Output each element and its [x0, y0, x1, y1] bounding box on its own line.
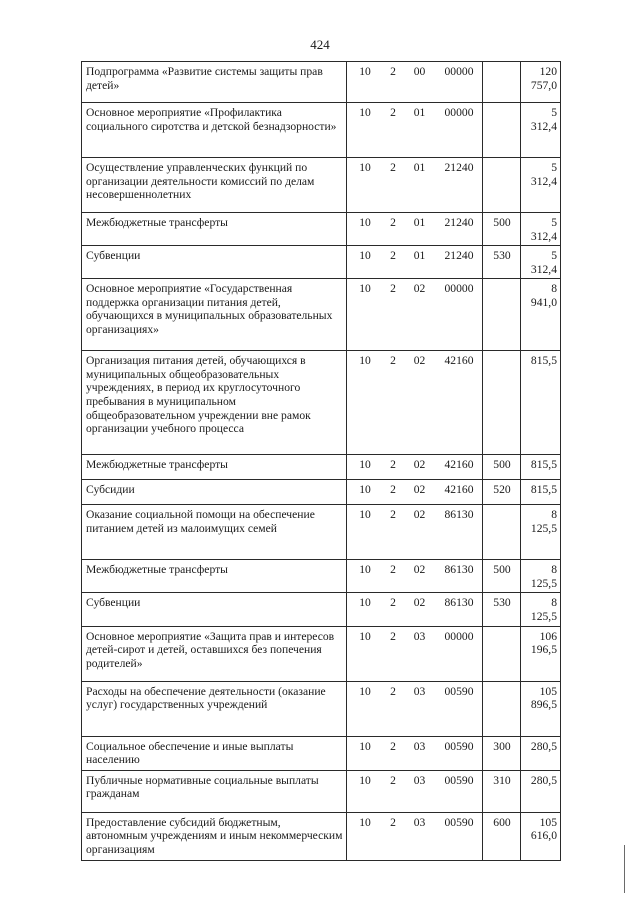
code-group-cell: 02 — [403, 279, 435, 351]
code-group-cell: 02 — [403, 455, 435, 480]
code-section-cell: 10 — [347, 560, 383, 593]
code-subsection-cell: 2 — [382, 279, 403, 351]
table-row — [82, 213, 561, 246]
amount-cell: 5 312,4 — [521, 246, 561, 279]
table-row — [82, 593, 561, 626]
code-group-cell: 00 — [403, 62, 435, 103]
code-item-cell: 21240 — [435, 246, 483, 279]
expense-type-cell: 500 — [483, 560, 521, 593]
code-group-cell: 03 — [403, 736, 435, 770]
code-section-cell: 10 — [347, 505, 383, 560]
code-item-cell: 00000 — [435, 279, 483, 351]
code-item-cell: 21240 — [435, 213, 483, 246]
code-section-cell: 10 — [347, 812, 383, 860]
row-name-cell: Субвенции — [82, 246, 347, 279]
amount-cell: 5 312,4 — [521, 213, 561, 246]
code-section-cell: 10 — [347, 213, 383, 246]
code-item-cell: 00000 — [435, 62, 483, 103]
code-item-cell: 00590 — [435, 736, 483, 770]
expense-type-cell: 310 — [483, 770, 521, 812]
amount-cell: 8 125,5 — [521, 505, 561, 560]
code-subsection-cell: 2 — [382, 158, 403, 213]
code-subsection-cell: 2 — [382, 560, 403, 593]
code-subsection-cell: 2 — [382, 455, 403, 480]
code-section-cell: 10 — [347, 62, 383, 103]
table-row — [82, 455, 561, 480]
code-item-cell: 00000 — [435, 626, 483, 681]
expense-type-cell — [483, 505, 521, 560]
code-section-cell: 10 — [347, 103, 383, 158]
row-name-cell: Подпрограмма «Развитие системы защиты прав детей» — [82, 62, 347, 103]
row-name-cell: Субвенции — [82, 593, 347, 626]
code-group-cell: 01 — [403, 103, 435, 158]
expense-type-cell — [483, 351, 521, 455]
amount-cell: 280,5 — [521, 770, 561, 812]
code-group-cell: 03 — [403, 770, 435, 812]
code-subsection-cell: 2 — [382, 505, 403, 560]
code-section-cell: 10 — [347, 279, 383, 351]
row-name-cell: Основное мероприятие «Защита прав и интересов детей-сирот и детей, оставшихся без попечения родителей» — [82, 626, 347, 681]
amount-cell: 815,5 — [521, 480, 561, 505]
amount-cell: 8 941,0 — [521, 279, 561, 351]
row-name-cell: Основное мероприятие «Государственная поддержка организации питания детей, обучающихся в муниципальных образовательных организациях» — [82, 279, 347, 351]
code-group-cell: 03 — [403, 626, 435, 681]
code-subsection-cell: 2 — [382, 62, 403, 103]
row-name-cell: Субсидии — [82, 480, 347, 505]
code-group-cell: 02 — [403, 505, 435, 560]
code-section-cell: 10 — [347, 246, 383, 279]
table-row — [82, 681, 561, 736]
code-section-cell: 10 — [347, 681, 383, 736]
code-subsection-cell: 2 — [382, 736, 403, 770]
table-row — [82, 158, 561, 213]
code-subsection-cell: 2 — [382, 812, 403, 860]
amount-cell: 8 125,5 — [521, 593, 561, 626]
table-row — [82, 62, 561, 103]
amount-cell: 5 312,4 — [521, 158, 561, 213]
row-name-cell: Расходы на обеспечение деятельности (оказание услуг) государственных учреждений — [82, 681, 347, 736]
expense-type-cell — [483, 62, 521, 103]
amount-cell: 815,5 — [521, 351, 561, 455]
code-subsection-cell: 2 — [382, 626, 403, 681]
expense-type-cell: 500 — [483, 455, 521, 480]
code-item-cell: 86130 — [435, 505, 483, 560]
row-name-cell: Оказание социальной помощи на обеспечение питанием детей из малоимущих семей — [82, 505, 347, 560]
expense-type-cell — [483, 681, 521, 736]
code-subsection-cell: 2 — [382, 770, 403, 812]
expense-type-cell: 520 — [483, 480, 521, 505]
table-row — [82, 351, 561, 455]
code-group-cell: 03 — [403, 812, 435, 860]
amount-cell: 106 196,5 — [521, 626, 561, 681]
table-row — [82, 560, 561, 593]
code-subsection-cell: 2 — [382, 681, 403, 736]
code-item-cell: 00000 — [435, 103, 483, 158]
table-row — [82, 103, 561, 158]
code-group-cell: 02 — [403, 593, 435, 626]
amount-cell: 280,5 — [521, 736, 561, 770]
row-name-cell: Межбюджетные трансферты — [82, 213, 347, 246]
code-group-cell: 03 — [403, 681, 435, 736]
code-section-cell: 10 — [347, 480, 383, 505]
table-row — [82, 736, 561, 770]
amount-cell: 5 312,4 — [521, 103, 561, 158]
expense-type-cell — [483, 158, 521, 213]
expense-type-cell: 300 — [483, 736, 521, 770]
code-item-cell: 00590 — [435, 812, 483, 860]
code-item-cell: 42160 — [435, 480, 483, 505]
amount-cell: 8 125,5 — [521, 560, 561, 593]
code-subsection-cell: 2 — [382, 593, 403, 626]
row-name-cell: Социальное обеспечение и иные выплаты населению — [82, 736, 347, 770]
row-name-cell: Организация питания детей, обучающихся в муниципальных общеобразовательных учреждениях, в период их круглосуточного пребывания в муниципальном общеобразовательном учреждении вне рамок организации учебного процесса — [82, 351, 347, 455]
page-number: 424 — [310, 37, 330, 52]
code-group-cell: 02 — [403, 560, 435, 593]
code-subsection-cell: 2 — [382, 103, 403, 158]
table-row — [82, 480, 561, 505]
code-item-cell: 00590 — [435, 770, 483, 812]
budget-table — [81, 61, 561, 861]
expense-type-cell — [483, 103, 521, 158]
expense-type-cell: 500 — [483, 213, 521, 246]
row-name-cell: Основное мероприятие «Профилактика социального сиротства и детской безнадзорности» — [82, 103, 347, 158]
row-name-cell: Межбюджетные трансферты — [82, 455, 347, 480]
row-name-cell: Публичные нормативные социальные выплаты гражданам — [82, 770, 347, 812]
code-section-cell: 10 — [347, 455, 383, 480]
table-row — [82, 279, 561, 351]
code-section-cell: 10 — [347, 736, 383, 770]
amount-cell: 105 896,5 — [521, 681, 561, 736]
code-group-cell: 02 — [403, 351, 435, 455]
code-subsection-cell: 2 — [382, 246, 403, 279]
expense-type-cell: 600 — [483, 812, 521, 860]
budget-table-body — [82, 62, 561, 861]
code-group-cell: 01 — [403, 246, 435, 279]
code-section-cell: 10 — [347, 593, 383, 626]
code-subsection-cell: 2 — [382, 213, 403, 246]
code-section-cell: 10 — [347, 158, 383, 213]
amount-cell: 815,5 — [521, 455, 561, 480]
table-row — [82, 246, 561, 279]
row-name-cell: Осуществление управленческих функций по организации деятельности комиссий по делам несовершеннолетних — [82, 158, 347, 213]
expense-type-cell: 530 — [483, 593, 521, 626]
code-group-cell: 01 — [403, 158, 435, 213]
code-item-cell: 86130 — [435, 593, 483, 626]
code-item-cell: 21240 — [435, 158, 483, 213]
table-row — [82, 626, 561, 681]
table-row — [82, 812, 561, 860]
scan-edge-mark — [624, 845, 625, 893]
code-item-cell: 42160 — [435, 351, 483, 455]
code-item-cell: 42160 — [435, 455, 483, 480]
expense-type-cell: 530 — [483, 246, 521, 279]
code-section-cell: 10 — [347, 351, 383, 455]
table-row — [82, 770, 561, 812]
amount-cell: 105 616,0 — [521, 812, 561, 860]
table-row — [82, 505, 561, 560]
code-subsection-cell: 2 — [382, 480, 403, 505]
row-name-cell: Предоставление субсидий бюджетным, автономным учреждениям и иным некоммерческим организациям — [82, 812, 347, 860]
code-section-cell: 10 — [347, 770, 383, 812]
code-group-cell: 02 — [403, 480, 435, 505]
code-section-cell: 10 — [347, 626, 383, 681]
code-group-cell: 01 — [403, 213, 435, 246]
expense-type-cell — [483, 279, 521, 351]
code-item-cell: 86130 — [435, 560, 483, 593]
row-name-cell: Межбюджетные трансферты — [82, 560, 347, 593]
amount-cell: 120 757,0 — [521, 62, 561, 103]
expense-type-cell — [483, 626, 521, 681]
code-subsection-cell: 2 — [382, 351, 403, 455]
code-item-cell: 00590 — [435, 681, 483, 736]
